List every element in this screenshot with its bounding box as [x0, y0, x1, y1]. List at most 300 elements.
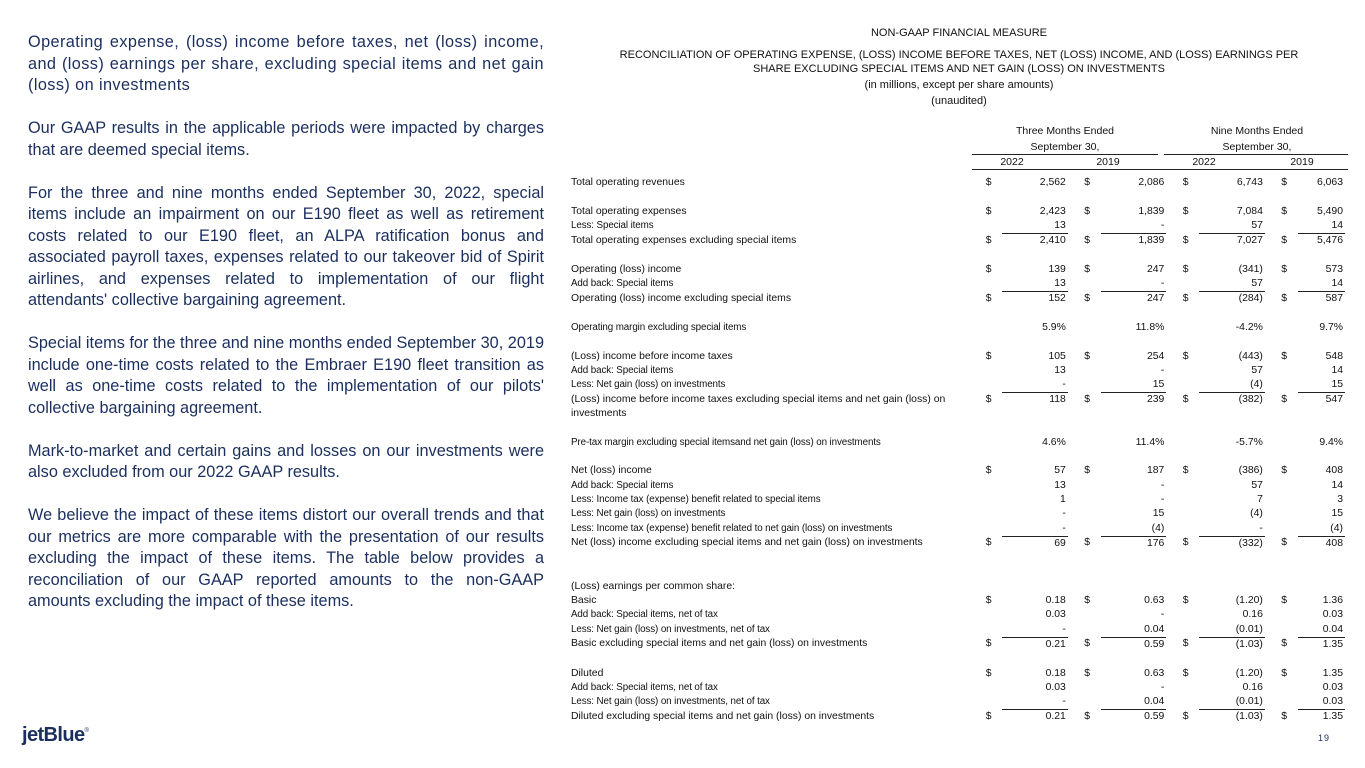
gap-cell: [1068, 623, 1084, 638]
logo-text: jetBlue: [22, 724, 85, 746]
value-cell: -: [1002, 522, 1068, 537]
gap-cell: [1068, 277, 1084, 292]
value-cell: (382): [1238, 394, 1263, 406]
value-cell: 57: [1199, 219, 1265, 234]
gap-cell: [1068, 464, 1084, 478]
value-cell: 0.16: [1242, 681, 1263, 693]
gap-cell: [1068, 393, 1084, 422]
value-cell: (341): [1238, 263, 1263, 275]
currency-symbol: $: [1281, 292, 1288, 304]
spacer-cell: [571, 450, 1345, 464]
value-cell: 408: [1325, 465, 1343, 477]
value-cell: 57: [1054, 465, 1066, 477]
value-cell: 0.63: [1144, 595, 1165, 607]
currency-symbol: $: [985, 710, 992, 722]
reconciliation-table: [571, 176, 1345, 725]
value-cell: [1199, 580, 1265, 594]
column-group-label: Nine Months Ended: [1210, 125, 1304, 137]
gap-cell: [1265, 522, 1281, 537]
row-label: Add back: Special items, net of tax: [571, 609, 718, 621]
currency-symbol: $: [1182, 205, 1189, 217]
value-cell: 5,490: [1316, 205, 1343, 217]
currency-symbol: [1084, 695, 1100, 710]
currency-symbol: $: [985, 393, 992, 405]
currency-symbol: $: [1281, 638, 1288, 650]
table-row: [571, 608, 1345, 622]
column-group-nine-months: [1164, 125, 1350, 137]
gap-cell: [1166, 608, 1182, 622]
currency-symbol: $: [1281, 263, 1288, 275]
table-row: [571, 522, 1345, 537]
table-title: [568, 48, 1350, 76]
gap-cell: [1265, 321, 1281, 335]
value-cell: 3: [1337, 493, 1343, 505]
page-number: 19: [1318, 733, 1331, 743]
currency-symbol: [1281, 321, 1297, 335]
value-cell: 408: [1325, 537, 1343, 549]
row-label: Diluted: [571, 667, 604, 679]
currency-symbol: $: [1084, 638, 1091, 650]
gap-cell: [1166, 321, 1182, 335]
value-cell: 14: [1331, 364, 1343, 376]
gap-cell: [1166, 176, 1182, 190]
value-cell: 14: [1298, 219, 1345, 234]
value-cell: 2,562: [1039, 177, 1066, 188]
row-label: (Loss) income before income taxes excluding special items and net gain (loss) on investments: [571, 393, 946, 419]
value-cell: 1: [1060, 493, 1066, 505]
row-label: Operating (loss) income excluding special items: [571, 292, 792, 304]
currency-symbol: [986, 436, 1002, 450]
value-cell: 0.03: [1298, 695, 1345, 710]
value-cell: 7: [1257, 493, 1263, 505]
gap-cell: [1068, 436, 1084, 450]
value-cell: 118: [1049, 394, 1066, 406]
currency-symbol: $: [1182, 537, 1189, 549]
spacer-row: [571, 248, 1345, 262]
gap-cell: [1068, 205, 1084, 219]
currency-symbol: $: [985, 537, 992, 549]
gap-cell: [1068, 219, 1084, 234]
gap-cell: [1068, 594, 1084, 608]
gap-cell: [1068, 681, 1084, 695]
value-cell: 7,027: [1236, 235, 1263, 247]
table-row: [571, 321, 1345, 335]
currency-symbol: $: [985, 205, 992, 217]
value-cell: 6,743: [1236, 177, 1263, 188]
currency-symbol: [1183, 623, 1199, 638]
value-cell: (4): [1250, 508, 1263, 520]
gap-cell: [1265, 277, 1281, 292]
currency-symbol: $: [1281, 595, 1288, 607]
value-cell: 57: [1199, 277, 1265, 292]
row-label: Less: Net gain (loss) on investments, net of tax: [571, 623, 770, 635]
value-cell: 15: [1331, 508, 1343, 520]
spacer-cell: [571, 335, 1345, 349]
row-label: Less: Net gain (loss) on investments, net of tax: [571, 696, 770, 708]
currency-symbol: [1084, 378, 1100, 393]
value-cell: 11.4%: [1135, 436, 1165, 448]
row-label: (Loss) income before income taxes: [571, 350, 733, 362]
currency-symbol: [1281, 479, 1297, 493]
spacer-cell: [571, 190, 1345, 204]
currency-symbol: $: [985, 177, 992, 188]
value-cell: 587: [1325, 293, 1343, 305]
gap-cell: [1265, 681, 1281, 695]
gap-cell: [1166, 479, 1182, 493]
currency-symbol: $: [1182, 177, 1189, 188]
gap-cell: [1265, 637, 1281, 652]
currency-symbol: [1281, 507, 1297, 521]
row-label: Add back: Special items: [571, 479, 674, 491]
table-unaudited: (unaudited): [931, 95, 987, 107]
currency-symbol: $: [1182, 595, 1189, 607]
currency-symbol: [986, 321, 1002, 335]
gap-cell: [1068, 637, 1084, 652]
value-cell: 0.21: [1045, 711, 1066, 723]
currency-symbol: [1183, 580, 1199, 594]
currency-symbol: $: [985, 595, 992, 607]
currency-symbol: $: [1281, 393, 1288, 405]
row-label: Operating (loss) income: [571, 263, 682, 275]
value-cell: 247: [1147, 293, 1165, 305]
value-cell: 9.7%: [1319, 321, 1343, 333]
value-cell: -: [1002, 695, 1068, 710]
year-header: 2022: [1000, 156, 1024, 168]
value-cell: -4.2%: [1235, 321, 1263, 333]
spacer-row: [571, 450, 1345, 464]
value-cell: (1.20): [1235, 595, 1263, 607]
table-row: [571, 263, 1345, 277]
gap-cell: [1068, 479, 1084, 493]
value-cell: 11.8%: [1135, 321, 1165, 333]
gap-cell: [1166, 594, 1182, 608]
paragraph: For the three and nine months ended September 30, 2022, special items include an impairment on our E190 fleet as well as retirement costs related to our E190 fleet, an ALPA ratification bonus and associated payroll taxes, expenses related to our takeover bid of Spirit airlines, and expenses related to implementation of our flight attendants' collective bargaining agreement.: [28, 183, 544, 309]
gap-cell: [1166, 637, 1182, 652]
value-cell: -: [1160, 681, 1165, 693]
paragraph: Special items for the three and nine months ended September 30, 2019 include one-time costs related to the Embraer E190 fleet transition as well as one-time costs related to the implementation of our pilots' collective bargaining agreement.: [28, 334, 544, 417]
currency-symbol: [1281, 580, 1297, 594]
currency-symbol: $: [985, 667, 992, 679]
gap-cell: [1166, 350, 1182, 364]
row-label: Net (loss) income: [571, 465, 652, 477]
table-row: [571, 205, 1345, 219]
gap-cell: [1265, 263, 1281, 277]
table-row: [571, 623, 1345, 638]
value-cell: (1.20): [1235, 667, 1263, 679]
value-cell: 254: [1147, 350, 1165, 362]
value-cell: 0.04: [1101, 695, 1167, 710]
spacer-cell: [571, 307, 1345, 321]
value-cell: 187: [1147, 465, 1165, 477]
value-cell: 0.59: [1144, 638, 1165, 650]
gap-cell: [1068, 321, 1084, 335]
spacer-row: [571, 190, 1345, 204]
left-text-panel: [28, 32, 544, 634]
currency-symbol: [1281, 493, 1297, 507]
gap-cell: [1166, 219, 1182, 234]
currency-symbol: [1183, 608, 1199, 622]
value-cell: (386): [1238, 465, 1263, 477]
divider: [972, 154, 1158, 155]
column-group-label: Three Months Ended: [1015, 125, 1115, 137]
table-row: [571, 364, 1345, 378]
value-cell: (1.03): [1235, 711, 1263, 723]
currency-symbol: $: [1281, 710, 1288, 722]
section-title: Operating expense, (loss) income before taxes, net (loss) income, and (loss) earnings per share, excluding special items and net gain (loss) on investments: [28, 33, 544, 94]
currency-symbol: [1084, 507, 1100, 521]
gap-cell: [1166, 464, 1182, 478]
gap-cell: [1265, 594, 1281, 608]
row-label: Operating margin excluding special items: [571, 321, 747, 333]
currency-symbol: $: [985, 234, 992, 246]
gap-cell: [1265, 378, 1281, 393]
row-label: Total operating expenses: [571, 205, 687, 217]
gap-cell: [1068, 263, 1084, 277]
currency-symbol: [1183, 695, 1199, 710]
value-cell: 247: [1147, 263, 1165, 275]
value-cell: 0.16: [1242, 609, 1263, 621]
gap-cell: [1265, 710, 1281, 725]
gap-cell: [1265, 234, 1281, 249]
table-heading: NON-GAAP FINANCIAL MEASURE: [870, 27, 1048, 39]
spacer-cell: [571, 248, 1345, 262]
year-header: 2022: [1192, 156, 1216, 168]
divider: [972, 169, 1348, 170]
spacer-row: [571, 335, 1345, 349]
value-cell: 0.03: [1045, 609, 1066, 621]
value-cell: 0.21: [1045, 638, 1066, 650]
currency-symbol: [1084, 364, 1100, 378]
table-row: [571, 292, 1345, 307]
gap-cell: [1265, 464, 1281, 478]
currency-symbol: [1183, 277, 1199, 292]
row-label: Less: Net gain (loss) on investments: [571, 379, 726, 391]
currency-symbol: [1084, 522, 1100, 537]
gap-cell: [1068, 493, 1084, 507]
gap-cell: [1265, 219, 1281, 234]
gap-cell: [1166, 493, 1182, 507]
table-row: [571, 234, 1345, 249]
gap-cell: [1265, 536, 1281, 551]
value-cell: 0.03: [1045, 681, 1066, 693]
gap-cell: [1265, 623, 1281, 638]
spacer-cell: [571, 565, 1345, 579]
value-cell: 57: [1251, 364, 1263, 376]
gap-cell: [1265, 205, 1281, 219]
gap-cell: [1166, 507, 1182, 521]
currency-symbol: $: [1084, 710, 1091, 722]
value-cell: 0.18: [1045, 595, 1066, 607]
currency-symbol: [1281, 277, 1297, 292]
currency-symbol: [986, 522, 1002, 537]
value-cell: 139: [1048, 263, 1066, 275]
value-cell: 239: [1147, 394, 1165, 406]
currency-symbol: $: [1084, 465, 1091, 477]
gap-cell: [1166, 710, 1182, 725]
table-row: [571, 667, 1345, 681]
currency-symbol: [1281, 695, 1297, 710]
table-row: [571, 219, 1345, 234]
gap-cell: [1166, 522, 1182, 537]
paragraph: Mark-to-market and certain gains and losses on our investments were also excluded from our 2022 GAAP results.: [28, 441, 544, 481]
value-cell: 14: [1331, 479, 1343, 491]
currency-symbol: [986, 364, 1002, 378]
gap-cell: [1265, 695, 1281, 710]
currency-symbol: $: [1281, 667, 1288, 679]
value-cell: (284): [1238, 293, 1263, 305]
gap-cell: [1265, 436, 1281, 450]
gap-cell: [1166, 667, 1182, 681]
gap-cell: [1265, 393, 1281, 422]
currency-symbol: $: [1084, 292, 1091, 304]
value-cell: (4): [1199, 378, 1265, 393]
gap-cell: [1166, 580, 1182, 594]
value-cell: (4): [1298, 522, 1345, 537]
gap-cell: [1265, 364, 1281, 378]
spacer-cell: [571, 421, 1345, 435]
currency-symbol: $: [1084, 177, 1091, 188]
currency-symbol: [986, 378, 1002, 393]
table-row: [571, 464, 1345, 478]
gap-cell: [1068, 580, 1084, 594]
gap-cell: [1265, 292, 1281, 307]
gap-cell: [1166, 364, 1182, 378]
row-label: Less: Income tax (expense) benefit related to special items: [571, 493, 821, 505]
value-cell: [1298, 580, 1345, 594]
spacer-cell: [571, 551, 1345, 565]
value-cell: -: [1101, 277, 1167, 292]
value-cell: 14: [1298, 277, 1345, 292]
gap-cell: [1166, 292, 1182, 307]
gap-cell: [1068, 522, 1084, 537]
row-label: (Loss) earnings per common share:: [571, 580, 736, 592]
value-cell: 5,476: [1316, 235, 1343, 247]
gap-cell: [1166, 393, 1182, 422]
currency-symbol: $: [1182, 667, 1189, 679]
value-cell: -: [1002, 378, 1068, 393]
value-cell: -: [1199, 522, 1265, 537]
gap-cell: [1265, 507, 1281, 521]
value-cell: [1002, 580, 1068, 594]
currency-symbol: $: [1182, 350, 1189, 362]
currency-symbol: [1183, 493, 1199, 507]
value-cell: 13: [1002, 277, 1068, 292]
currency-symbol: $: [1084, 667, 1091, 679]
row-label: Add back: Special items, net of tax: [571, 681, 718, 693]
currency-symbol: $: [1281, 177, 1288, 188]
currency-symbol: $: [1084, 595, 1091, 607]
gap-cell: [1068, 234, 1084, 249]
row-label: Basic: [571, 595, 597, 607]
jetblue-logo: [22, 724, 88, 747]
value-cell: 547: [1325, 394, 1343, 406]
currency-symbol: $: [1084, 263, 1091, 275]
value-cell: 9.4%: [1319, 436, 1343, 448]
year-header: 2019: [1096, 156, 1120, 168]
currency-symbol: $: [1084, 537, 1091, 549]
currency-symbol: [1084, 580, 1100, 594]
table-row: [571, 176, 1345, 190]
currency-symbol: $: [1182, 263, 1189, 275]
gap-cell: [1166, 263, 1182, 277]
row-label: Less: Income tax (expense) benefit related to net gain (loss) on investments: [571, 522, 893, 534]
value-cell: 57: [1251, 479, 1263, 491]
currency-symbol: $: [1182, 465, 1189, 477]
currency-symbol: [1084, 479, 1100, 493]
row-label: Total operating expenses excluding special items: [571, 234, 797, 246]
column-group-nine-months-date: September 30,: [1222, 141, 1292, 153]
column-group-three-months-date: September 30,: [1030, 141, 1100, 153]
value-cell: 69: [1054, 537, 1066, 549]
currency-symbol: $: [1182, 638, 1189, 650]
currency-symbol: [1084, 436, 1100, 450]
value-cell: -: [1101, 219, 1167, 234]
currency-symbol: [986, 219, 1002, 234]
currency-symbol: [1084, 277, 1100, 292]
currency-symbol: $: [985, 292, 992, 304]
value-cell: 2,410: [1039, 235, 1066, 247]
row-label: Less: Net gain (loss) on investments: [571, 508, 726, 520]
value-cell: 13: [1054, 364, 1066, 376]
value-cell: 152: [1048, 293, 1066, 305]
gap-cell: [1166, 681, 1182, 695]
year-header: 2019: [1290, 156, 1314, 168]
table-row: [571, 493, 1345, 507]
table-row: [571, 681, 1345, 695]
currency-symbol: [1084, 681, 1100, 695]
value-cell: 1,839: [1138, 205, 1165, 217]
spacer-row: [571, 307, 1345, 321]
spacer-row: [571, 551, 1345, 565]
gap-cell: [1166, 623, 1182, 638]
gap-cell: [1068, 364, 1084, 378]
paragraph: We believe the impact of these items distort our overall trends and that our metrics are more comparable with the presentation of our results excluding the impact of these items. The table below provides a reconciliation of our GAAP reported amounts to the non-GAAP amounts excluding the impact of these items.: [28, 506, 544, 610]
value-cell: 7,084: [1236, 205, 1263, 217]
currency-symbol: $: [1084, 234, 1091, 246]
gap-cell: [1068, 667, 1084, 681]
value-cell: 0.18: [1045, 667, 1066, 679]
currency-symbol: [986, 507, 1002, 521]
table-row: [571, 594, 1345, 608]
value-cell: -: [1002, 623, 1068, 638]
currency-symbol: [1183, 378, 1199, 393]
value-cell: 1.35: [1322, 711, 1343, 723]
currency-symbol: [1281, 681, 1297, 695]
value-cell: 5.9%: [1042, 321, 1066, 333]
gap-cell: [1265, 479, 1281, 493]
spacer-row: [571, 652, 1345, 666]
table-title-line: SHARE EXCLUDING SPECIAL ITEMS AND NET GAIN (LOSS) ON INVESTMENTS: [753, 63, 1165, 75]
value-cell: (0.01): [1199, 623, 1265, 638]
logo-trademark: ®: [84, 728, 89, 734]
row-label: Net (loss) income excluding special items and net gain (loss) on investments: [571, 537, 923, 549]
row-label: Less: Special items: [571, 219, 654, 231]
currency-symbol: $: [1182, 710, 1189, 722]
value-cell: 15: [1298, 378, 1345, 393]
gap-cell: [1265, 667, 1281, 681]
value-cell: 1,839: [1138, 235, 1165, 247]
currency-symbol: [1183, 436, 1199, 450]
value-cell: (4): [1101, 522, 1167, 537]
currency-symbol: [986, 493, 1002, 507]
gap-cell: [1068, 292, 1084, 307]
currency-symbol: $: [1281, 205, 1288, 217]
currency-symbol: $: [985, 465, 992, 477]
table-row: [571, 637, 1345, 652]
table-row: [571, 580, 1345, 594]
value-cell: -: [1062, 508, 1066, 520]
currency-symbol: $: [1281, 350, 1288, 362]
